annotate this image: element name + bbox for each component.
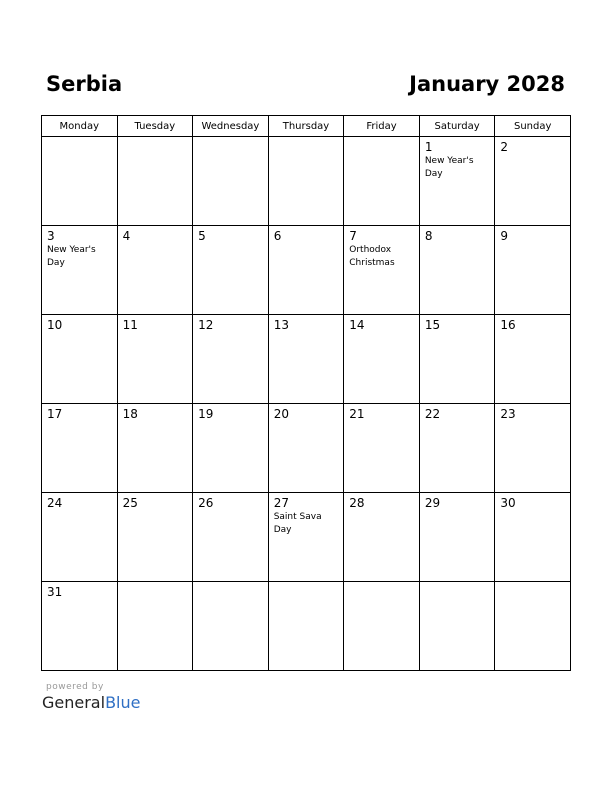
day-cell bbox=[344, 315, 420, 404]
holiday-label bbox=[193, 421, 268, 422]
holiday-label bbox=[193, 332, 268, 333]
week-row bbox=[42, 582, 571, 671]
day-number: 10 bbox=[47, 318, 63, 332]
day-number: 9 bbox=[500, 229, 509, 243]
day-number: 17 bbox=[47, 407, 63, 421]
day-cell bbox=[344, 582, 420, 671]
day-cell bbox=[193, 226, 269, 315]
calendar-grid bbox=[41, 115, 571, 671]
day-number: 19 bbox=[198, 407, 214, 421]
day-cell bbox=[419, 493, 495, 582]
brand-blue: Blue bbox=[105, 693, 141, 712]
holiday-label bbox=[42, 421, 117, 422]
day-number: 31 bbox=[47, 585, 63, 599]
country-title: Serbia bbox=[46, 72, 123, 96]
day-cell bbox=[193, 137, 269, 226]
weekday-header: Wednesday bbox=[193, 116, 269, 137]
week-row bbox=[42, 226, 571, 315]
day-cell bbox=[495, 493, 571, 582]
day-cell bbox=[344, 226, 420, 315]
day-number: 2 bbox=[500, 140, 509, 154]
weekday-header: Sunday bbox=[495, 116, 571, 137]
day-number: 8 bbox=[424, 229, 433, 243]
holiday-label bbox=[42, 599, 117, 600]
holiday-label bbox=[495, 243, 570, 244]
day-number: 1 bbox=[424, 140, 433, 154]
day-cell bbox=[268, 315, 344, 404]
day-number: 30 bbox=[500, 496, 516, 510]
day-number: 14 bbox=[349, 318, 365, 332]
holiday-label bbox=[495, 332, 570, 333]
day-cell bbox=[419, 582, 495, 671]
day-number: 4 bbox=[122, 229, 131, 243]
day-number: 18 bbox=[122, 407, 138, 421]
day-cell bbox=[42, 226, 118, 315]
month-title: January 2028 bbox=[409, 72, 565, 96]
day-cell bbox=[495, 404, 571, 493]
day-number: 6 bbox=[273, 229, 282, 243]
holiday-label bbox=[269, 421, 344, 422]
day-number: 20 bbox=[273, 407, 289, 421]
day-cell bbox=[419, 226, 495, 315]
day-cell bbox=[268, 582, 344, 671]
day-cell bbox=[344, 137, 420, 226]
holiday-label bbox=[420, 421, 495, 422]
day-number: 21 bbox=[349, 407, 365, 421]
holiday-label bbox=[42, 510, 117, 511]
day-cell bbox=[117, 137, 193, 226]
week-row bbox=[42, 404, 571, 493]
holiday-label bbox=[42, 332, 117, 333]
day-number: 22 bbox=[424, 407, 441, 421]
powered-by-text: powered by bbox=[46, 682, 104, 692]
day-cell bbox=[42, 404, 118, 493]
day-cell bbox=[419, 315, 495, 404]
holiday-label bbox=[118, 421, 193, 422]
day-cell bbox=[117, 226, 193, 315]
day-number: 26 bbox=[198, 496, 214, 510]
day-number: 29 bbox=[424, 496, 441, 510]
holiday-label bbox=[269, 243, 344, 244]
holiday-label bbox=[269, 332, 344, 333]
holiday-label bbox=[118, 510, 193, 511]
day-number: 5 bbox=[198, 229, 206, 243]
brand-logo[interactable] bbox=[42, 693, 140, 713]
holiday-label: Orthodox Christmas bbox=[349, 245, 395, 268]
day-cell bbox=[495, 226, 571, 315]
day-number: 28 bbox=[349, 496, 365, 510]
holiday-label bbox=[495, 154, 570, 155]
holiday-label: New Year's Day bbox=[424, 156, 474, 179]
weekday-header-row bbox=[42, 116, 571, 137]
day-cell bbox=[495, 315, 571, 404]
day-number: 7 bbox=[349, 229, 357, 243]
holiday-label: Saint Sava Day bbox=[273, 512, 322, 535]
day-number: 15 bbox=[424, 318, 441, 332]
holiday-label bbox=[495, 510, 570, 511]
brand-general: General bbox=[42, 693, 106, 712]
day-cell bbox=[495, 582, 571, 671]
holiday-label bbox=[118, 585, 193, 586]
holiday-label bbox=[193, 510, 268, 511]
holiday-label bbox=[344, 510, 419, 511]
day-number: 24 bbox=[47, 496, 63, 510]
weekday-header: Saturday bbox=[419, 116, 495, 137]
holiday-label bbox=[118, 332, 193, 333]
weekday-header: Thursday bbox=[268, 116, 344, 137]
day-number: 23 bbox=[500, 407, 516, 421]
holiday-label bbox=[420, 332, 495, 333]
holiday-label bbox=[42, 140, 117, 141]
holiday-label bbox=[118, 243, 193, 244]
holiday-label bbox=[420, 510, 495, 511]
weekday-header: Friday bbox=[344, 116, 420, 137]
holiday-label bbox=[193, 243, 268, 244]
holiday-label bbox=[269, 140, 344, 141]
holiday-label bbox=[420, 585, 495, 586]
day-cell bbox=[419, 137, 495, 226]
holiday-label bbox=[344, 421, 419, 422]
holiday-label bbox=[269, 585, 344, 586]
day-cell bbox=[42, 137, 118, 226]
day-number: 12 bbox=[198, 318, 214, 332]
holiday-label bbox=[344, 332, 419, 333]
day-cell bbox=[117, 493, 193, 582]
holiday-label bbox=[193, 140, 268, 141]
weekday-header: Tuesday bbox=[117, 116, 193, 137]
day-number: 16 bbox=[500, 318, 516, 332]
day-number: 25 bbox=[122, 496, 138, 510]
holiday-label bbox=[495, 421, 570, 422]
holiday-label bbox=[118, 140, 193, 141]
week-row bbox=[42, 315, 571, 404]
day-cell bbox=[193, 315, 269, 404]
day-number: 11 bbox=[122, 318, 138, 332]
day-cell bbox=[344, 404, 420, 493]
day-cell bbox=[193, 404, 269, 493]
day-cell bbox=[42, 582, 118, 671]
holiday-label bbox=[344, 585, 419, 586]
day-number: 13 bbox=[273, 318, 289, 332]
day-cell bbox=[42, 315, 118, 404]
week-row bbox=[42, 493, 571, 582]
day-cell bbox=[344, 493, 420, 582]
day-cell bbox=[268, 226, 344, 315]
day-cell bbox=[495, 137, 571, 226]
holiday-label: New Year's Day bbox=[47, 245, 96, 268]
week-row bbox=[42, 137, 571, 226]
holiday-label bbox=[193, 585, 268, 586]
day-cell bbox=[193, 493, 269, 582]
weekday-header: Monday bbox=[42, 116, 118, 137]
day-cell bbox=[419, 404, 495, 493]
holiday-label bbox=[344, 140, 419, 141]
day-cell bbox=[268, 493, 344, 582]
day-cell bbox=[42, 493, 118, 582]
day-cell bbox=[117, 404, 193, 493]
day-number: 3 bbox=[47, 229, 55, 243]
day-cell bbox=[117, 315, 193, 404]
day-cell bbox=[193, 582, 269, 671]
holiday-label bbox=[495, 585, 570, 586]
holiday-label bbox=[420, 243, 495, 244]
day-cell bbox=[117, 582, 193, 671]
day-number: 27 bbox=[273, 496, 289, 510]
day-cell bbox=[268, 404, 344, 493]
day-cell bbox=[268, 137, 344, 226]
